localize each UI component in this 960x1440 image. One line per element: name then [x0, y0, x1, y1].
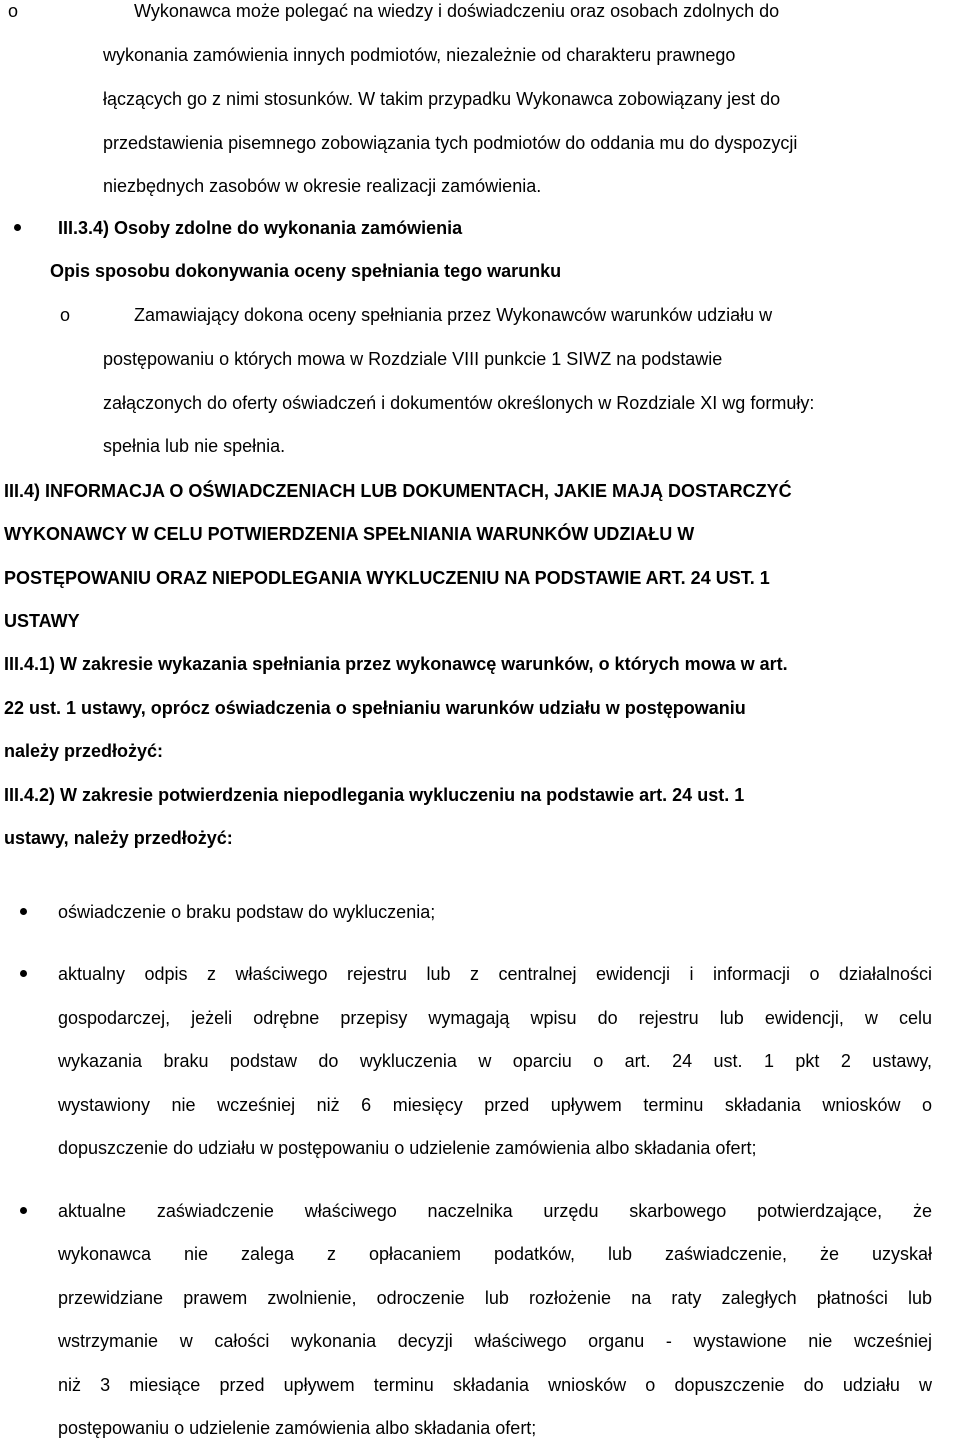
block1-line-1: Wykonawca może polegać na wiedzy i doświadczeniu oraz osobach zdolnych do [134, 1, 780, 21]
bullet-1-line-1: oświadczenie o braku podstaw do wykluczenia; [58, 902, 436, 922]
bullet-3-line-6: postępowaniu o udzielenie zamówienia albo składania ofert; [58, 1418, 537, 1438]
section-4-2-line-1: III.4.2) W zakresie potwierdzenia niepodlegania wykluczeniu na podstawie art. 24 ust. 1 [4, 785, 745, 805]
section-3-4-subheading: Opis sposobu dokonywania oceny spełniania tego warunku [50, 261, 562, 281]
list-marker-o: o [8, 1, 19, 21]
bullet-2-line-2: gospodarczej, jeżeli odrębne przepisy wymagają wpisu do rejestru lub ewidencji, w celu [58, 1008, 932, 1028]
bullet-2-line-4: wystawiony nie wcześniej niż 6 miesięcy przed upływem terminu składania wniosków o [58, 1095, 932, 1115]
bullet-3-line-1: aktualne zaświadczenie właściwego naczelnika urzędu skarbowego potwierdzające, że [58, 1201, 932, 1221]
bullet-dot [20, 1207, 27, 1214]
section-4-heading-line-1: III.4) INFORMACJA O OŚWIADCZENIACH LUB DOKUMENTACH, JAKIE MAJĄ DOSTARCZYĆ [4, 481, 792, 501]
section-4-heading-line-2: WYKONAWCY W CELU POTWIERDZENIA SPEŁNIANIA WARUNKÓW UDZIAŁU W [4, 524, 695, 544]
section-3-4-heading: III.3.4) Osoby zdolne do wykonania zamówienia [58, 218, 463, 238]
section-4-2-line-2: ustawy, należy przedłożyć: [4, 828, 233, 848]
section-4-heading-line-3: POSTĘPOWANIU ORAZ NIEPODLEGANIA WYKLUCZENIU NA PODSTAWIE ART. 24 UST. 1 [4, 568, 770, 588]
section-4-heading-line-4: USTAWY [4, 611, 80, 631]
section-4-1-line-2: 22 ust. 1 ustawy, oprócz oświadczenia o spełnianiu warunków udziału w postępowaniu [4, 698, 746, 718]
bullet-dot [20, 908, 27, 915]
block1-line-2: wykonania zamówienia innych podmiotów, niezależnie od charakteru prawnego [103, 45, 736, 65]
bullet-3-line-5: niż 3 miesiące przed upływem terminu składania wniosków o dopuszczenie do udziału w [58, 1375, 932, 1395]
bullet-3-line-3: przewidziane prawem zwolnienie, odroczenie lub rozłożenie na raty zaległych płatności lub [58, 1288, 932, 1308]
section-3-4-line-1: Zamawiający dokona oceny spełniania przez Wykonawców warunków udziału w [134, 305, 773, 325]
section-3-4-line-4: spełnia lub nie spełnia. [103, 436, 286, 456]
section-3-4-line-3: załączonych do oferty oświadczeń i dokumentów określonych w Rozdziale XI wg formuły: [103, 393, 815, 413]
bullet-dot [20, 970, 27, 977]
block1-line-4: przedstawienia pisemnego zobowiązania tych podmiotów do oddania mu do dyspozycji [103, 133, 798, 153]
list-marker-o: o [60, 305, 71, 325]
bullet-2-line-3: wykazania braku podstaw do wykluczenia w oparciu o art. 24 ust. 1 pkt 2 ustawy, [58, 1051, 932, 1071]
bullet-dot [14, 224, 21, 231]
block1-line-3: łączących go z nimi stosunków. W takim przypadku Wykonawca zobowiązany jest do [103, 89, 781, 109]
bullet-3-line-2: wykonawca nie zalega z opłacaniem podatków, lub zaświadczenie, że uzyskał [58, 1244, 932, 1264]
bullet-2-line-5: dopuszczenie do udziału w postępowaniu o udzielenie zamówienia albo składania ofert; [58, 1138, 757, 1158]
bullet-3-line-4: wstrzymanie w całości wykonania decyzji właściwego organu - wystawione nie wcześniej [58, 1331, 932, 1351]
section-4-1-line-1: III.4.1) W zakresie wykazania spełniania przez wykonawcę warunków, o których mowa w art. [4, 654, 788, 674]
section-4-1-line-3: należy przedłożyć: [4, 741, 164, 761]
block1-line-5: niezbędnych zasobów w okresie realizacji zamówienia. [103, 176, 542, 196]
bullet-2-line-1: aktualny odpis z właściwego rejestru lub z centralnej ewidencji i informacji o działalności [58, 964, 932, 984]
section-3-4-line-2: postępowaniu o których mowa w Rozdziale VIII punkcie 1 SIWZ na podstawie [103, 349, 723, 369]
